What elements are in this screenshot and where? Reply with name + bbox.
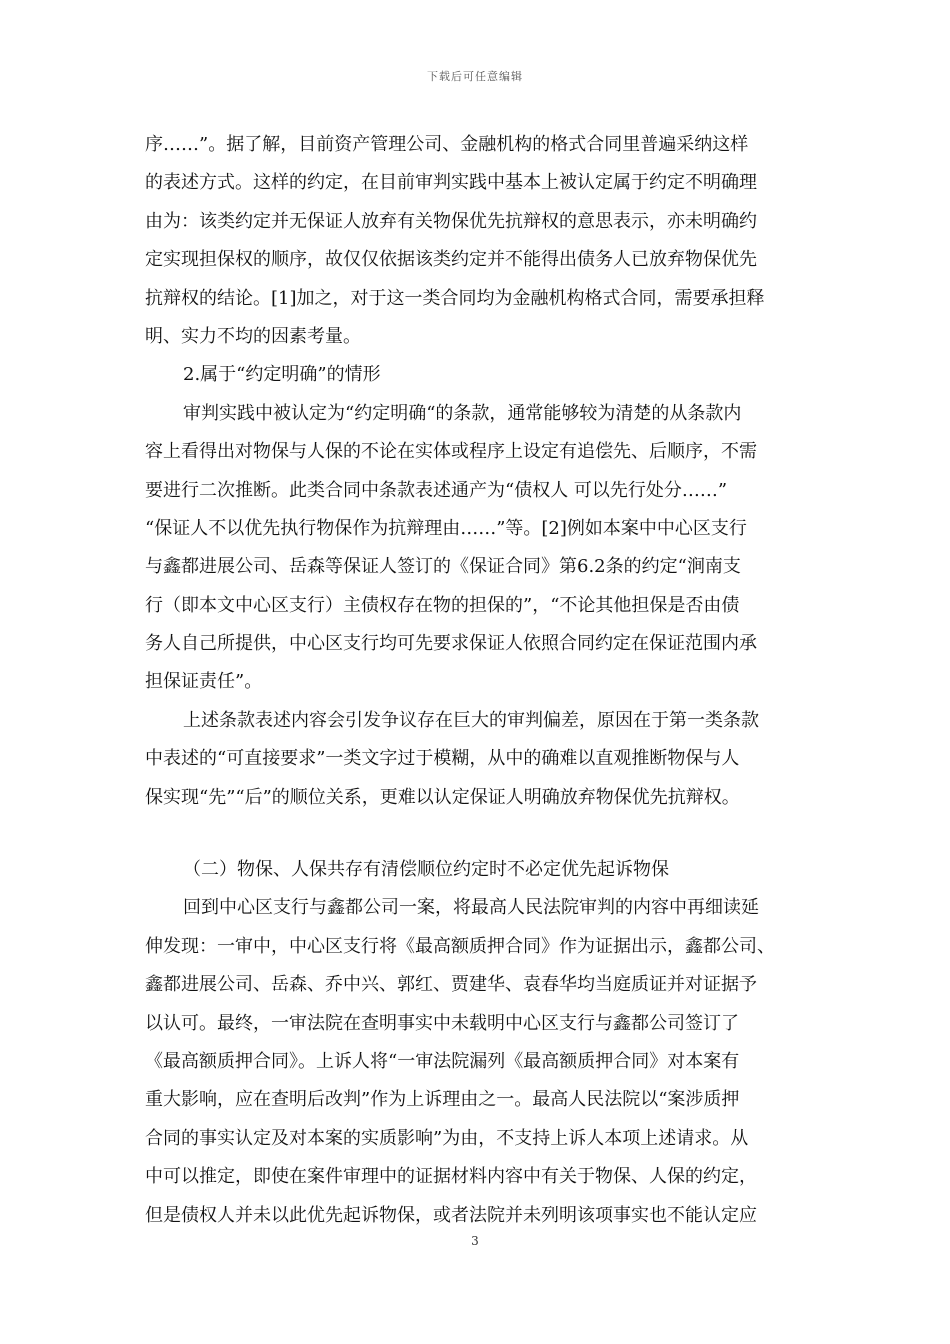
- text-line: 上述条款表述内容会引发争议存在巨大的审判偏差，原因在于第一类条款: [183, 709, 759, 731]
- page-header: 下载后可任意编辑: [427, 70, 523, 83]
- text-line: 伸发现：一审中，中心区支行将《最高额质押合同》作为证据出示，鑫都公司、: [145, 935, 775, 957]
- text-line: 《最高额质押合同》。上诉人将“一审法院漏列《最高额质押合同》对本案有: [145, 1050, 740, 1072]
- body-text: [145, 126, 825, 1235]
- text-line: 中可以推定，即使在案件审理中的证据材料内容中有关于物保、人保的约定，: [145, 1166, 757, 1188]
- text-line: 容上看得出对物保与人保的不论在实体或程序上设定有追偿先、后顺序，不需: [145, 441, 757, 463]
- text-line: 合同的事实认定及对本案的实质影响”为由，不支持上诉人本项上述请求。从: [145, 1127, 749, 1149]
- text-line: 序……”。据了解，目前资产管理公司、金融机构的格式合同里普遍采纳这样: [145, 134, 749, 155]
- section-gap: [145, 817, 825, 851]
- page-number: 3: [471, 1234, 479, 1248]
- text-line: 的表述方式。这样的约定，在目前审判实践中基本上被认定属于约定不明确理: [145, 172, 757, 194]
- text-line: 由为：该类约定并无保证人放弃有关物保优先抗辩权的意思表示，亦未明确约: [145, 210, 757, 232]
- section-heading: 2.属于“约定明确”的情形: [183, 364, 381, 386]
- text-line: 抗辩权的结论。[1]加之，对于这一类合同均为金融机构格式合同，需要承担释: [145, 287, 765, 309]
- text-line: 定实现担保权的顺序，故仅仅依据该类约定并不能得出债务人已放弃物保优先: [145, 249, 757, 271]
- text-line: 鑫都进展公司、岳森、乔中兴、郭红、贾建华、袁春华均当庭质证并对证据予: [145, 974, 757, 996]
- text-line: 以认可。最终，一审法院在查明事实中未载明中心区支行与鑫都公司签订了: [145, 1012, 739, 1034]
- text-line: 与鑫都进展公司、岳森等保证人签订的《保证合同》第6.2条的约定“涧南支: [145, 556, 741, 578]
- section-heading: （二）物保、人保共存有清偿顺位约定时不必定优先起诉物保: [183, 859, 669, 881]
- text-line: 要进行二次推断。此类合同中条款表述通产为“债权人 可以先行处分……”: [145, 479, 728, 501]
- text-line: 但是债权人并未以此优先起诉物保，或者法院并未列明该项事实也不能认定应: [145, 1204, 757, 1226]
- text-line: 明、实力不均的因素考量。: [145, 325, 361, 347]
- text-line: 务人自己所提供，中心区支行均可先要求保证人依照合同约定在保证范围内承: [145, 633, 757, 655]
- text-line: 担保证责任”。: [145, 671, 263, 693]
- text-line: 中表述的“可直接要求”一类文字过于模糊，从中的确难以直观推断物保与人: [145, 748, 740, 770]
- text-line: 回到中心区支行与鑫都公司一案，将最高人民法院审判的内容中再细读延: [183, 897, 759, 919]
- text-line: 审判实践中被认定为“约定明确“的条款，通常能够较为清楚的从条款内: [183, 402, 742, 424]
- text-line: 保实现“先”“后”的顺位关系，更难以认定保证人明确放弃物保优先抗辩权。: [145, 786, 740, 808]
- text-line: “保证人不以优先执行物保作为抗辩理由……”等。[2]例如本案中中心区支行: [145, 517, 747, 539]
- text-line: 行（即本文中心区支行）主债权存在物的担保的”，“不论其他担保是否由债: [145, 594, 740, 616]
- text-line: 重大影响，应在查明后改判”作为上诉理由之一。最高人民法院以“案涉质押: [145, 1089, 740, 1111]
